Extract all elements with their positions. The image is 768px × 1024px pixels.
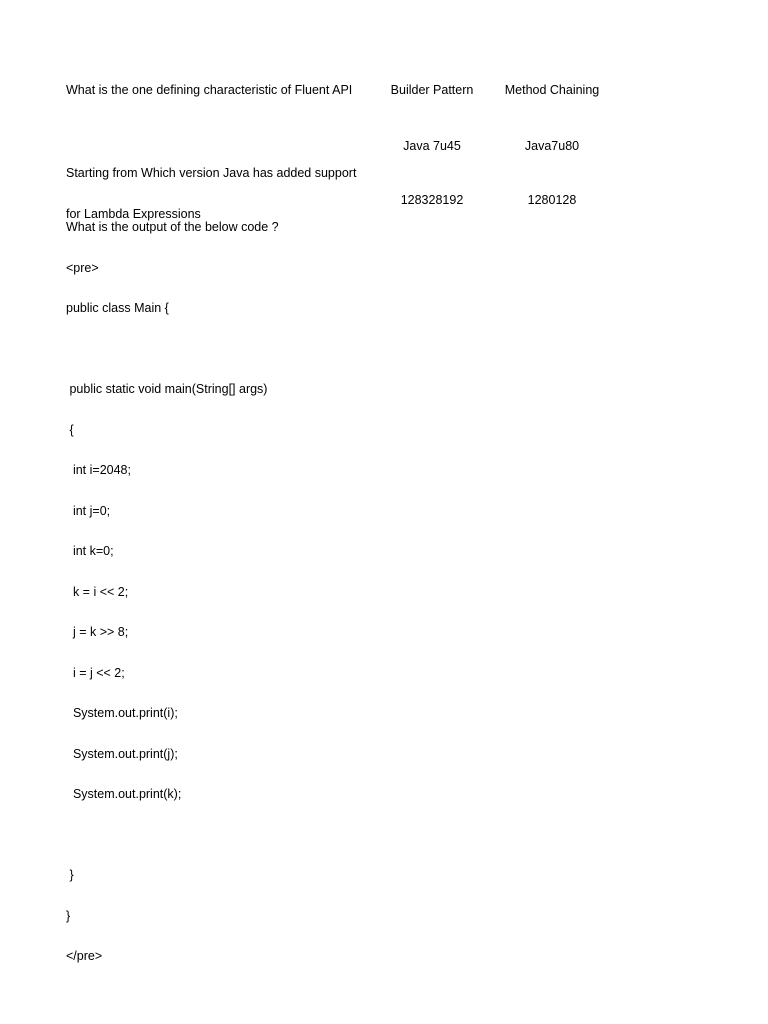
question-3-line: System.out.print(i); [66,706,178,720]
question-3-line: System.out.print(k); [66,787,182,801]
question-3-line: int k=0; [66,544,114,558]
question-1: What is the one defining characteristic of Fluent API [66,83,353,97]
question-3-line: k = i << 2; [66,584,129,599]
question-2-line: Starting from Which version Java has added support [66,166,357,180]
question-3-line: { [66,422,74,437]
question-3-line: public class Main { [66,301,169,315]
question-2-line: for Lambda Expressions [66,206,201,221]
question-3 [66,194,279,977]
question-3-line: </pre> [66,949,103,963]
question-3-line: public static void main(String[] args) [66,382,268,396]
question-3-line: int i=2048; [66,463,131,477]
question-3-line: } [66,908,71,923]
question-3-line [66,829,279,843]
question-3-option-2: 1280128 [527,193,577,207]
question-3-line: System.out.print(j); [66,746,178,761]
question-3-line [66,343,279,357]
question-3-line: <pre> [66,260,99,275]
question-3-line: } [66,868,74,882]
question-3-line: i = j << 2; [66,665,125,680]
question-1-option-1: Builder Pattern [390,83,474,97]
question-3-option-1: 128328192 [400,193,464,207]
question-3-line: j = k >> 8; [66,625,129,639]
question-3-line: int j=0; [66,503,111,518]
question-1-option-2: Method Chaining [504,83,600,97]
question-2-option-1: Java 7u45 [403,139,461,153]
question-3-line: What is the output of the below code ? [66,220,279,234]
question-2-option-2: Java7u80 [524,139,580,153]
